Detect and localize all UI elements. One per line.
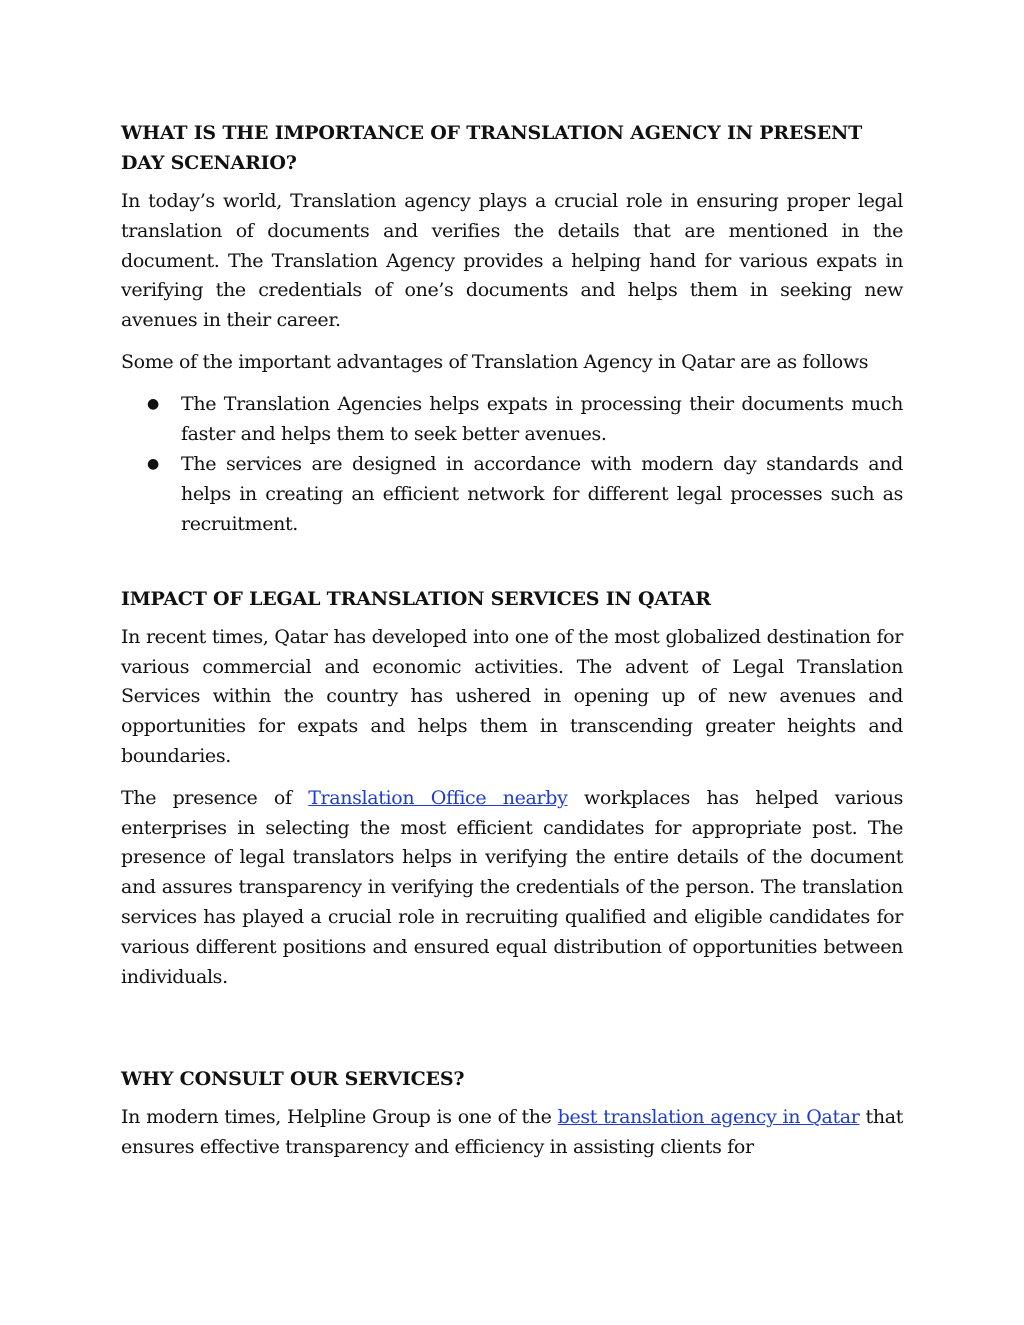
best-translation-agency-link[interactable]: best translation agency in Qatar	[557, 1106, 860, 1129]
spacer	[121, 541, 903, 584]
paragraph-text: In modern times, Helpline Group is one of the	[121, 1106, 558, 1129]
paragraph-importance-intro: In today’s world, Translation agency plays a crucial role in ensuring proper legal translation of documents and verifies the details that are mentioned in the document. The Translation Agency provides a helping hand for various expats in verifying the credentials of one’s documents and helps them in seeking new avenues in their career.	[121, 190, 903, 332]
translation-office-link[interactable]: Translation Office nearby	[308, 786, 568, 809]
paragraph-text: The presence of	[121, 786, 309, 809]
paragraph-impact-intro: In recent times, Qatar has developed into one of the most globalized destination for various commercial and economic activities. The advent of Legal Translation Services within the country has ushered in opening up of new avenues and opportunities for expats and helps them in transcending greater heights and boundaries.	[121, 625, 903, 767]
list-item	[147, 390, 903, 450]
paragraph-why-consult	[121, 1103, 903, 1163]
paragraph-impact-presence	[121, 784, 903, 993]
list-item	[147, 450, 903, 539]
paragraph-advantages-intro: Some of the important advantages of Translation Agency in Qatar are as follows	[121, 350, 869, 373]
list-item-text: The services are designed in accordance with modern day standards and helps in creating an efficient network for different legal processes such as recruitment.	[181, 453, 903, 535]
section-heading-impact: IMPACT OF LEGAL TRANSLATION SERVICES IN QATAR	[121, 587, 711, 610]
section-heading-importance: WHAT IS THE IMPORTANCE OF TRANSLATION AGENCY IN PRESENT DAY SCENARIO?	[121, 122, 863, 174]
document-page	[121, 118, 903, 1175]
bullet-icon: ●	[147, 395, 159, 412]
section-heading-why-consult: WHY CONSULT OUR SERVICES?	[121, 1068, 465, 1091]
paragraph-text: workplaces has helped various enterprises in selecting the most efficient candidates for appropriate post. The presence of legal translators helps in verifying the entire details of the document and assures transparency in verifying the credentials of the person. The translation services has played a crucial role in recruiting qualified and eligible candidates for various different positions and ensured equal distribution of opportunities between individuals.	[121, 786, 903, 988]
paragraph-text: that ensures effective transparency and efficiency in assisting clients for	[121, 1106, 903, 1159]
spacer	[121, 1004, 903, 1064]
bullet-icon: ●	[147, 456, 159, 473]
list-item-text: The Translation Agencies helps expats in processing their documents much faster and helps them to seek better avenues.	[181, 392, 903, 445]
advantages-list	[121, 390, 903, 540]
